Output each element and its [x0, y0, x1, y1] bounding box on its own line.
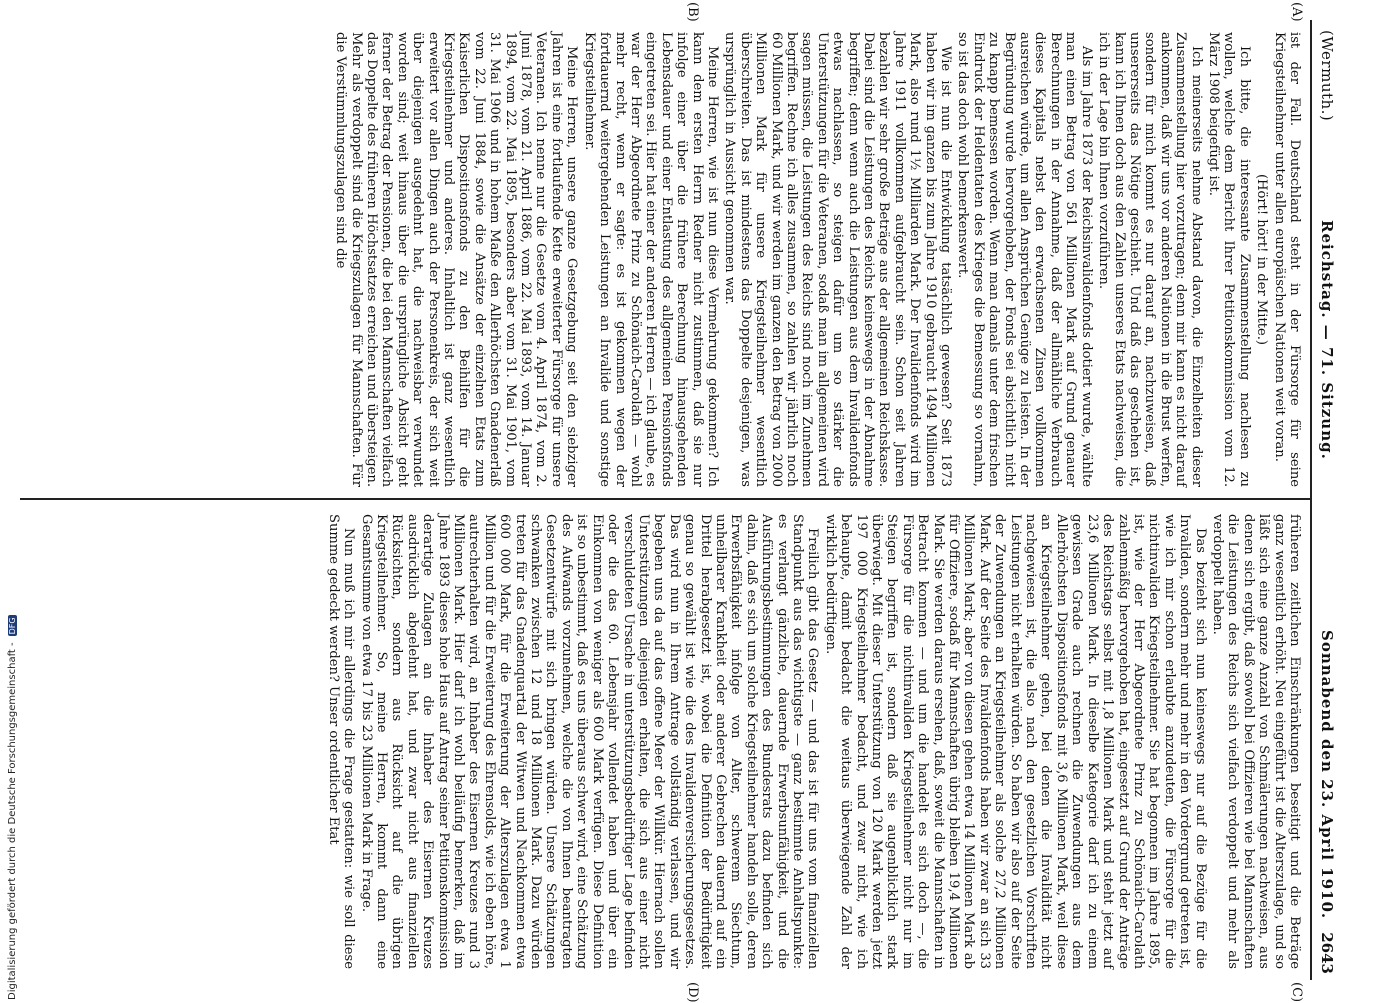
- session-date: Sonnabend den 23. April 1910.: [1318, 630, 1336, 920]
- column-divider: [20, 498, 1310, 500]
- page-number: 2643: [1318, 932, 1336, 974]
- paragraph: Freilich gibt das Gesetz — und das ist für uns vom finanziellen Standpunkt aus das wichtigste — ganz bestimmte Anhaltspunkte: es verlangt gänzliche, dauernde Erwerbsunfähigkeit, und die Ausführungsbestimmungen des Bundesrats dazu befinden sich dahin, daß es sich um solche Kriegsteilnehmer handeln solle, deren Erwerbsfähigkeit infolge von Alter, schwerem Siechtum, unheilbarer Krankheit oder anderer Gebrechen dauernd auf ein Drittel herabgesetzt ist, wobei die Definition der Bedürftigkeit genau so gewählt ist wie die des Invalidenversicherungsgesetzes. Das wird nun in Ihrem Antrage vollständig verlassen, und wir begeben uns da auf das offene Meer der Willkür. Hiernach sollen Unterstützungen diejenigen erhalten, die sich aus einer nicht verschuldeten Ursache in unterstützungsbedürftiger Lage befinden oder die das 60. Lebensjahr vollendet haben und über ein Einkommen von weniger als 600 Mark verfügen. Diese Definition ist so unbestimmt, daß es uns überaus schwer wird, eine Schätzung des Aufwands vorzunehmen, welche die von Ihnen beantragten Gesetzentwürfe mit sich bringen würden. Unsere Schätzungen schwanken zwischen 12 und 18 Millionen Mark. Dazu würden treten für das Gnadenquartal der Witwen und Nachkommen etwa 600 000 Mark, für die Erweiterung der Alterszulagen etwa 1 Million und für die Erweiterung des Ehrensolds, wie ich eben höre, autrechterhalten wird, an Inhaber des Eisernen Kreuzes rund 3 Millionen Mark. Hier darf ich wohl beiläufig bemerken, daß im Jahre 1893 dieses hohe Haus auf Antrag seiner Petitionskommission derartige Zulagen an die Inhaber des Eisernen Kreuzes ausdrücklich abgelehnt hat, und zwar nicht aus finanziellen Rücksichten, sondern aus Rücksicht auf die übrigen Kriegsteilnehmer. So, meine Herren, kommt dann eine Gesamtsumme von etwa 17 bis 23 Millionen Mark in Frage.: [358, 514, 821, 969]
- paragraph: Meine Herren, wie ist nun diese Vermehrung gekommen? Ich kann dem ersten Herrn Redner nicht zustimmen, daß sie nur infolge einer über die frühere Berechnung hinausgehenden Lebensdauer und einer Entlastung des allgemeinen Pensionsfonds eingetreten sei. Hier hat einer der anderen Herren — ich glaube, es war der Herr Abgeordnete Prinz zu Schönaich-Carolath — wohl mehr recht, wenn er sagte: es ist gekommen wegen der fortdauernd weitergehenden Leistungen an Invalide und sonstige Kriegsteilnehmer.: [581, 32, 720, 487]
- margin-mark-a: (A): [1289, 2, 1304, 22]
- footer-text: Digitalisierung gefördert durch die Deutsche Forschungsgemeinschaft -: [7, 642, 18, 1000]
- paragraph: Wie ist nun die Entwicklung tatsächlich gewesen? Seit 1873 haben wir im ganzen bis zum Jahre 1910 gebraucht 1494 Millionen Mark, also rund 1½ Milliarden Mark. Der Invalidenfonds wird im Jahre 1911 vollkommen aufgebraucht sein. Schon seit Jahren bezahlen wir sehr große Beträge aus der allgemeinen Reichskasse. Dabei sind die Leistungen des Reichs keineswegs in der Abnahme begriffen; denn wenn auch die Leistungen aus dem Invalidenfonds etwas nachlassen, so steigen dafür um so stärker die Unterstützungen für die Veteranen, sodaß man im allgemeinen wird sagen müssen, die Leistungen des Reichs sind noch im Zunehmen begriffen. Rechne ich alles zusammen, so zahlen wir jährlich noch 60 Millionen Mark, und wir werden im ganzen den Betrag von 2000 Millionen Mark für unsere Kriegsteilnehmer wesentlich überschreiten. Das ist mindestens das Doppelte desjenigen, was ursprünglich in Aussicht genommen war.: [722, 32, 954, 487]
- speaker-name: (Wermuth.): [1318, 30, 1336, 122]
- paragraph: Nun muß ich mir allerdings die Frage gestatten: wie soll diese Summe gedeckt werden? Unser ordentlicher Etat: [325, 514, 357, 969]
- right-column: [323, 514, 1302, 969]
- dfg-logo: DFG: [8, 617, 17, 635]
- paragraph: ist der Fall. Deutschland steht in der Fürsorge für seine Kriegsteilnehmer unter allen europäischen Nationen weit voran.: [1271, 32, 1302, 487]
- margin-mark-c: (C): [1289, 982, 1304, 1003]
- paragraph: Ich bitte, die interessante Zusammenstellung nachlesen zu wollen, welche dem Bericht Ihrer Petitionskommission vom 12. März 1908 beigefügt ist.: [1205, 32, 1252, 487]
- margin-mark-d: (D): [685, 982, 700, 1003]
- left-column: [331, 32, 1302, 487]
- interjection: (Hört! hört! in der Mitte.): [1254, 173, 1270, 346]
- header-rule: [1310, 20, 1312, 980]
- rotated-page: [20, 2, 1340, 1003]
- paragraph: früheren zeitlichen Einschränkungen beseitigt und die Beträge ganz wesentlich erhöht. Neu eingeführt ist die Alterszulage, und so läßt sich eine ganze Anzahl von Schmälerungen nachweisen, aus denen sich ergibt, daß sowohl bei Offizieren wie bei Mannschaften die Leistungen des Reichs sich vielfach verdoppelt und mehr als verdoppelt haben.: [1209, 514, 1302, 969]
- paragraph: Meine Herren, unsere ganze Gesetzgebung seit den siebziger Jahren ist eine fortlaufende Kette erweiterter Fürsorge für unsere Veteranen. Ich nenne nur die Gesetze vom 4. April 1874, vom 2. Juni 1878, vom 21. April 1886, vom 22. Mai 1893, vom 14. Januar 1894, vom 22. Mai 1895, besonders aber vom 31. Mai 1901, vom 31. Mai 1906 und in hohem Maße den Allerhöchsten Gnadenerlaß vom 22. Juni 1884, sowie die Ansätze der einzelnen Etats zum Kaiserlichen Dispositionsfonds zu den Beihilfen für die Kriegsteilnehmer und anderes. Inhaltlich ist ganz wesentlich erweitert vor allen Dingen auch der Personenkreis, der sich weit über diejenigen ausgedehnt hat, die nachweisbar verwundet worden sind; weit hinaus über die ursprüngliche Absicht geht ferner der Betrag der Pensionen, die bei den Mannschaften vielfach das Doppelte des früheren Höchstsatzes erreichen und übersteigen. Mehr als verdoppelt sind die Kriegszulagen für Mannschaften. Für die Verstümmlungszulagen sind die: [333, 32, 580, 487]
- paragraph: Ich meinerseits nehme Abstand davon, die Einzelheiten dieser Zusammenstellung hier vorzutragen; denn mir kann es nicht darauf ankommen, daß wir uns vor anderen Nationen in die Brust werfen, sondern für mich kommt es nur darauf an, nachzuweisen, daß unsererseits das Nötige geschieht. Und daß das geschehen ist, kann ich Ihnen doch aus den Zahlen unseres Etats nachweisen, die ich in der Lage bin Ihnen vorzuführen.: [1096, 32, 1204, 487]
- session-title: Reichstag. — 71. Sitzung.: [1318, 220, 1336, 460]
- page-header: [1312, 20, 1340, 980]
- paragraph: Das bezieht sich nun keineswegs nur auf die Bezüge für die Invaliden, sondern mehr und mehr in den Vordergrund getreten ist, wie ich mir schon erlaubte anzudeuten, die Fürsorge für die nichtinvaliden Kriegsteilnehmer. Sie hat begonnen im Jahre 1895, ist, wie der Herr Abgeordnete Prinz zu Schönaich-Carolath zahlenmäßig hervorgehoben hat, eingesetzt auf Grund der Anträge des Reichstags selbst mit 1,8 Millionen Mark und steht jetzt auf 23,6 Millionen Mark. In dieselbe Kategorie darf ich zu einem gewissen Grade auch rechnen die Zuwendungen aus dem Allerhöchsten Dispositionsfonds mit 3,6 Millionen Mark, weil diese an Kriegsteilnehmer gehen, bei denen die Invalidität nicht nachgewiesen ist, die also nach den gesetzlichen Vorschriften Leistungen nicht erhalten würden. So haben wir also auf der Seite der Zuwendungen an Kriegsteilnehmer als solche 27,2 Millionen Mark. Auf der Seite des Invalidenfonds haben wir zwar an sich 33 Millionen Mark; aber von diesen gehen etwa 14 Millionen Mark ab für Offiziere, sodaß für Mannschaften übrig bleiben 19,4 Millionen Mark. Sie werden daraus ersehen, daß, soweit die Mannschaften in Betracht kommen — und um die handelt es sich doch —, die Fürsorge für die nichtinvaliden Kriegsteilnehmer nicht nur im Steigen begriffen ist, sondern daß sie augenblicklich stark überwiegt. Mit dieser Unterstützung von 120 Mark werden jetzt 197 000 Kriegsteilnehmer bedacht, und zwar nicht, wie ich behaupte, damit bedacht die weitaus überwiegende Zahl der wirklich bedürftigen.: [822, 514, 1208, 969]
- paragraph: Als im Jahre 1873 der Reichsinvalidenfonds dotiert wurde, wählte man einen Betrag von 561 Millionen Mark auf Grund genauer Berechnungen in der Annahme, daß der allmähliche Verbrauch dieses Kapitals nebst den erwachsenen Zinsen vollkommen ausreichen würde, um allen Ansprüchen Genüge zu leisten. In der Begründung wurde hervorgehoben, der Fonds sei absichtlich nicht zu knapp bemessen worden. Wenn man damals unter dem frischen Eindruck der Heldentaten des Krieges die Bemessung so vornahm, so ist das doch wohl bemerkenswert.: [955, 32, 1094, 487]
- footer: [0, 0, 16, 1000]
- margin-mark-b: (B): [685, 2, 700, 22]
